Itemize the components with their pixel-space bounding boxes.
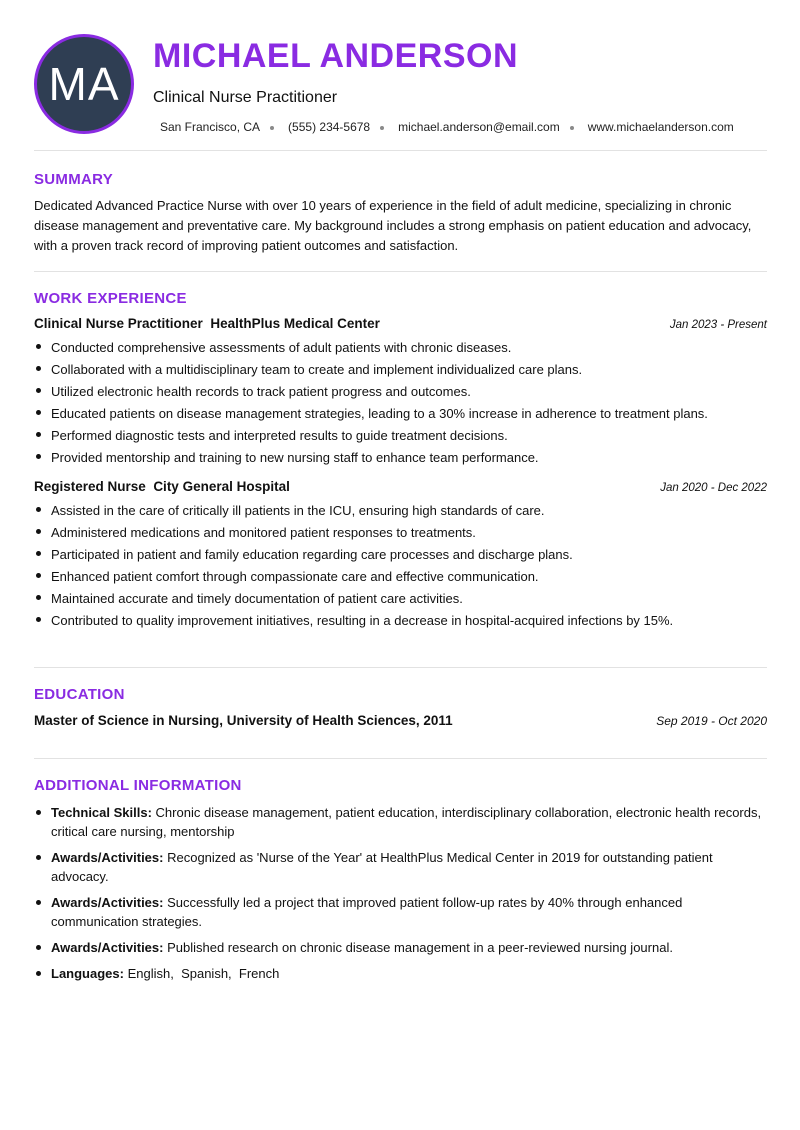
- job-bullets: [34, 500, 767, 632]
- info-text: Published research on chronic disease management in a peer-reviewed nursing journal.: [167, 940, 673, 955]
- job-role: Registered Nurse: [34, 479, 146, 494]
- education-entry: [34, 713, 767, 728]
- job-dates: Jan 2023 - Present: [669, 319, 767, 331]
- degree-title: Master of Science in Nursing, University of Health Sciences, 2011: [34, 713, 453, 728]
- list-item: Conducted comprehensive assessments of adult patients with chronic diseases.: [34, 337, 767, 359]
- job-entry: [34, 479, 767, 632]
- list-item: Provided mentorship and training to new nursing staff to enhance team performance.: [34, 447, 767, 469]
- summary-text: Dedicated Advanced Practice Nurse with over 10 years of experience in the field of adult medicine, specializing in chronic disease management and preventative care. My background includes a strong emphasis on patient education and advocacy, with a proven track record of improving patient outcomes and satisfaction.: [34, 198, 752, 253]
- resume-header: [34, 0, 767, 151]
- additional-info-list: [34, 803, 767, 983]
- avatar-initials: MA: [48, 58, 120, 110]
- candidate-title: Clinical Nurse Practitioner: [153, 89, 338, 106]
- job-title: [34, 479, 290, 494]
- candidate-name: MICHAEL ANDERSON: [153, 37, 519, 75]
- list-item: [34, 848, 767, 886]
- job-bullets: [34, 337, 767, 469]
- list-item: Performed diagnostic tests and interpreted results to guide treatment decisions.: [34, 425, 767, 447]
- additional-info-section: [34, 759, 767, 983]
- contact-website: www.michaelanderson.com: [587, 120, 734, 134]
- info-label: Awards/Activities:: [51, 940, 164, 955]
- separator-dot-icon: [380, 126, 384, 130]
- list-item: [34, 803, 767, 841]
- info-text: Chronic disease management, patient education, interdisciplinary collaboration, electronic health records, critical care nursing, mentorship: [51, 805, 762, 839]
- job-dates: Jan 2020 - Dec 2022: [660, 482, 767, 494]
- job-title: [34, 316, 380, 331]
- separator-dot-icon: [270, 126, 274, 130]
- info-text: English, Spanish, French: [127, 966, 280, 981]
- contact-email: michael.anderson@email.com: [398, 120, 560, 134]
- contact-location: San Francisco, CA: [160, 120, 261, 134]
- job-entry: [34, 316, 767, 469]
- info-label: Awards/Activities:: [51, 850, 164, 865]
- list-item: Maintained accurate and timely documentation of patient care activities.: [34, 588, 767, 610]
- section-heading-education: EDUCATION: [34, 686, 125, 703]
- list-item: [34, 893, 767, 931]
- education-section: [34, 668, 767, 759]
- list-item: [34, 964, 767, 983]
- job-employer: City General Hospital: [153, 479, 290, 494]
- section-heading-work-experience: WORK EXPERIENCE: [34, 290, 187, 307]
- job-role: Clinical Nurse Practitioner: [34, 316, 203, 331]
- list-item: Participated in patient and family education regarding care processes and discharge plans.: [34, 544, 767, 566]
- list-item: Educated patients on disease management strategies, leading to a 30% increase in adherence to treatment plans.: [34, 403, 767, 425]
- summary-section: [34, 151, 767, 272]
- list-item: Enhanced patient comfort through compassionate care and effective communication.: [34, 566, 767, 588]
- section-heading-summary: SUMMARY: [34, 171, 114, 188]
- contact-phone: (555) 234-5678: [288, 120, 371, 134]
- info-label: Awards/Activities:: [51, 895, 164, 910]
- info-label: Technical Skills:: [51, 805, 152, 820]
- info-text: Recognized as 'Nurse of the Year' at HealthPlus Medical Center in 2019 for outstanding patient advocacy.: [51, 850, 713, 884]
- list-item: [34, 938, 767, 957]
- list-item: Collaborated with a multidisciplinary team to create and implement individualized care plans.: [34, 359, 767, 381]
- list-item: Utilized electronic health records to track patient progress and outcomes.: [34, 381, 767, 403]
- list-item: Assisted in the care of critically ill patients in the ICU, ensuring high standards of care.: [34, 500, 767, 522]
- separator-dot-icon: [570, 126, 574, 130]
- work-experience-section: [34, 272, 767, 668]
- avatar: [34, 34, 134, 134]
- list-item: Administered medications and monitored patient responses to treatments.: [34, 522, 767, 544]
- job-employer: HealthPlus Medical Center: [210, 316, 380, 331]
- education-dates: Sep 2019 - Oct 2020: [656, 714, 767, 728]
- list-item: Contributed to quality improvement initiatives, resulting in a decrease in hospital-acquired infections by 15%.: [34, 610, 767, 632]
- info-text: Successfully led a project that improved patient follow-up rates by 40% through enhanced communication strategies.: [51, 895, 683, 929]
- job-header: [34, 479, 767, 494]
- contact-info: [160, 120, 734, 134]
- info-label: Languages:: [51, 966, 124, 981]
- section-heading-additional-information: ADDITIONAL INFORMATION: [34, 777, 242, 794]
- job-header: [34, 316, 767, 331]
